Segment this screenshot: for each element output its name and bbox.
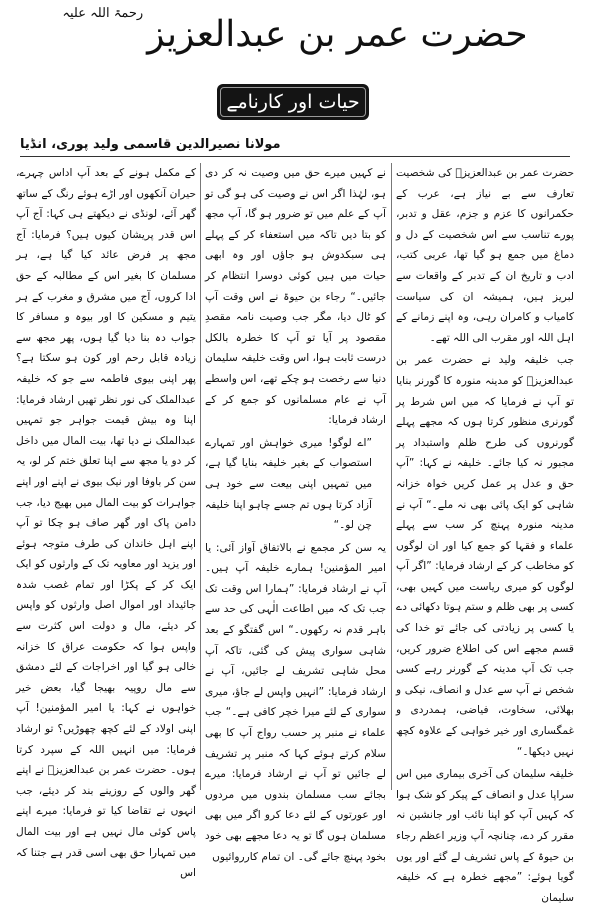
subtitle-text: حیات اور کارنامے: [226, 91, 360, 113]
paragraph: یہ سن کر مجمع نے بالاتفاق آواز آئی: یا امیر المؤمنین! ہمارے خلیفہ آپ ہیں۔ آپ نے ارشاد فرمایا: ”ہمارا اس وقت تک جب تک کہ میں اطاعت الٰہی کی حد سے باہر قدم نہ رکھوں۔“ اس گفتگو کے بعد شاہی سواری پیش کی گئی، تاکہ آپ محل شاہی تشریف لے جائیں، آپ نے ارشاد فرمایا: ”انہیں واپس لے جاؤ، میری سواری کے لئے میرا خچر کافی ہے۔“ جب علماء نے منبر پر حسب رواج آپ کا بھی سلام کرتے ہوئے کہا کہ منبر پر تشریف لے جائیں تو آپ نے ارشاد فرمایا: میرے بجائے سب مسلمان بندوں میں مردوں اور عورتوں کے لئے دعا کرو اگر میں بھی مسلمان ہوں گا تو یہ دعا مجھے بھی خود بخود پہنچ جائے گی۔ ان تمام کارروائیوں: [205, 541, 386, 863]
title-text: حضرت عمر بن عبدالعزیز: [147, 14, 528, 55]
text-column-middle: [205, 163, 386, 863]
quote-paragraph: ”اے لوگو! میری خواہش اور تمہارے استصواب کے بغیر خلیفہ بنایا گیا ہے، میں تمہیں اپنی بیعت سے خود ہی آزاد کرتا ہوں تم جسے چاہو اپنا خلیفہ چن لو۔“: [205, 436, 372, 532]
header-divider: [20, 156, 570, 157]
article-title: [0, 4, 590, 66]
honorific-text: رحمۃ اللہ علیہ: [62, 6, 144, 21]
paragraph: کے مکمل ہونے کے بعد آپ اداس چہرے، حیران آنکھوں اور اڑے ہوئے رنگ کے ساتھ گھر آئے، لونڈی نے دیکھتے ہی کہا: آج آپ اس قدر پریشان کیوں ہیں؟ فرمایا: آج مجھ پر فرض عائد کیا گیا ہے، ہر مسلمان کا بغیر اس کے مطالبہ کے حق ادا کروں، آج میں مشرق و مغرب کے ہر یتیم و مسکین کا اور بیوہ و مسافر کا جواب دہ بنا دیا گیا ہوں، پھر مجھ سے زیادہ قابل رحم اور کون ہو سکتا ہے؟ پھر اپنی بیوی فاطمہ سے جو کہ خلیفہ عبدالملک کی نور نظر تھیں ارشاد فرمایا: اپنا وہ بیش قیمت جواہر جو تمہیں عبدالملک نے دیا تھا، بیت المال میں داخل کر دو یا مجھ سے اپنا تعلق ختم کر لو، یہ سن کر باوفا اور نیک بیوی نے اپنے اور اپنے جواہرات کو بیت المال میں بھیج دیا، جب دامن پاک اور گھر صاف ہو چکا تو آپ اپنے اہل خاندان کی طرف متوجہ ہوئے اور یزید اور معاویہ تک کے وارثوں کو ایک ایک کر کے پکڑا اور تمام غصب شدہ جائیداد اور اموال اصل وارثوں کو واپس کر دیئے، مال و دولت اس کثرت سے واپس ہوا کہ حکومت عراق کا خزانہ خالی ہو گیا اور اخراجات کے لئے دمشق سے مال روپیہ بھیجا گیا، بعض خیر خواہوں نے کہا: یا امیر المؤمنین! آپ اپنی اولاد کے لئے کچھ چھوڑیں؟ تو ارشاد فرمایا: میں انہیں اللہ کے سپرد کرتا ہوں۔ حضرت عمر بن عبدالعزیزؒ نے اپنے گھر والوں کے روزینے بند کر دیئے، جب انہوں نے تقاضا کیا تو فرمایا: میرے اپنے پاس کوئی مال نہیں ہے اور بیت المال میں تمہارا حق بھی اسی قدر ہے جتنا کہ اس: [16, 167, 196, 880]
column-divider: [200, 163, 201, 790]
subtitle-banner: [217, 84, 369, 120]
text-column-left: [16, 163, 196, 880]
paragraph: خلیفہ سلیمان کی آخری بیماری میں اس سراپا عدل و انصاف کے پیکر کو شک ہوا کہ کہیں آپ کو اپنا نائب اور جانشین نہ مقرر کر دے، چنانچہ آپ وزیر اعظم رجاء بن حیوۃ کے پاس تشریف لے گئے اور یوں گویا ہوئے: ”مجھے خطرہ ہے کہ خلیفہ سلیمان: [396, 768, 574, 904]
paragraph: نے کہیں میرے حق میں وصیت نہ کر دی ہو، لہٰذا اگر اس نے وصیت کی ہو گی تو آپ کے علم میں تو ضرور ہو گا، آپ مجھ کو بتا دیں تاکہ میں استعفاء کر کے پہلے ہی سبکدوش ہو جاؤں اور وہ ابھی حیات میں ہیں کوئی دوسرا انتظام کر جائیں۔“ رجاء بن حیوۃ نے اس وقت آپ کو ٹال دیا، مگر جب وصیت نامہ مقصدِ مقصود پر آیا تو آپ کا خطرہ بالکل درست ثابت ہوا، اس وقت خلیفہ سلیمان دنیا سے رخصت ہو چکے تھے، اس واسطے آپ نے عام مسلمانوں کو جمع کر کے ارشاد فرمایا:: [205, 167, 386, 427]
author-byline: مولانا نصیرالدین قاسمی ولید پوری، انڈیا: [20, 137, 281, 152]
paragraph: جب خلیفہ ولید نے حضرت عمر بن عبدالعزیزؒ کو مدینہ منورہ کا گورنر بنایا تو آپ نے فرمایا کہ میں اس شرط پر گورنری منظور کرتا ہوں کہ مجھے پہلے گورنروں کی طرح ظلم واستبداد پر مجبور نہ کیا جائے۔ خلیفہ نے کہا: ”آپ حق و عدل پر عمل کریں خواہ خزانہ شاہی کو ایک پائی بھی نہ ملے۔“ آپ نے مدینہ منورہ پہنچ کر سب سے پہلے علماء و فقہا کو جمع کیا اور ان لوگوں کو مخاطب کر کے ارشاد فرمایا: ”اگر آپ لوگوں کو میری ریاست میں کہیں بھی، کسی پر بھی ظلم و ستم ہوتا دکھائی دے یا کسی پر زیادتی کی جائے تو خدا کی قسم مجھے اس کی اطلاع ضرور کریں، جب تک آپ مدینہ کے گورنر رہے کسی شخص نے آپ سے عدل و انصاف، نیکی و بھلائی، سخاوت، فیاضی، ہمدردی و غمگساری اور خیر خواہی کے علاوہ کچھ نہیں دیکھا۔“: [396, 354, 574, 758]
paragraph: حضرت عمر بن عبدالعزیزؒ کی شخصیت تعارف سے بے نیاز ہے، عرب کے حکمرانوں کا عزم و جزم، عقل و تدبر، پورے تناسب سے اس شخصیت کے دل و دماغ میں جمع ہو گیا تھا، عربی کتب، ادب و تاریخ ان کے تدبر کے واقعات سے لبریز ہیں، ہمیشہ ان کی سیاست کامیاب و کامران رہی، وہ اپنے زمانے کے اہل اللہ اور مقرب الی اللہ تھے۔: [396, 167, 574, 344]
column-divider: [391, 163, 392, 790]
text-column-right: [396, 163, 574, 904]
